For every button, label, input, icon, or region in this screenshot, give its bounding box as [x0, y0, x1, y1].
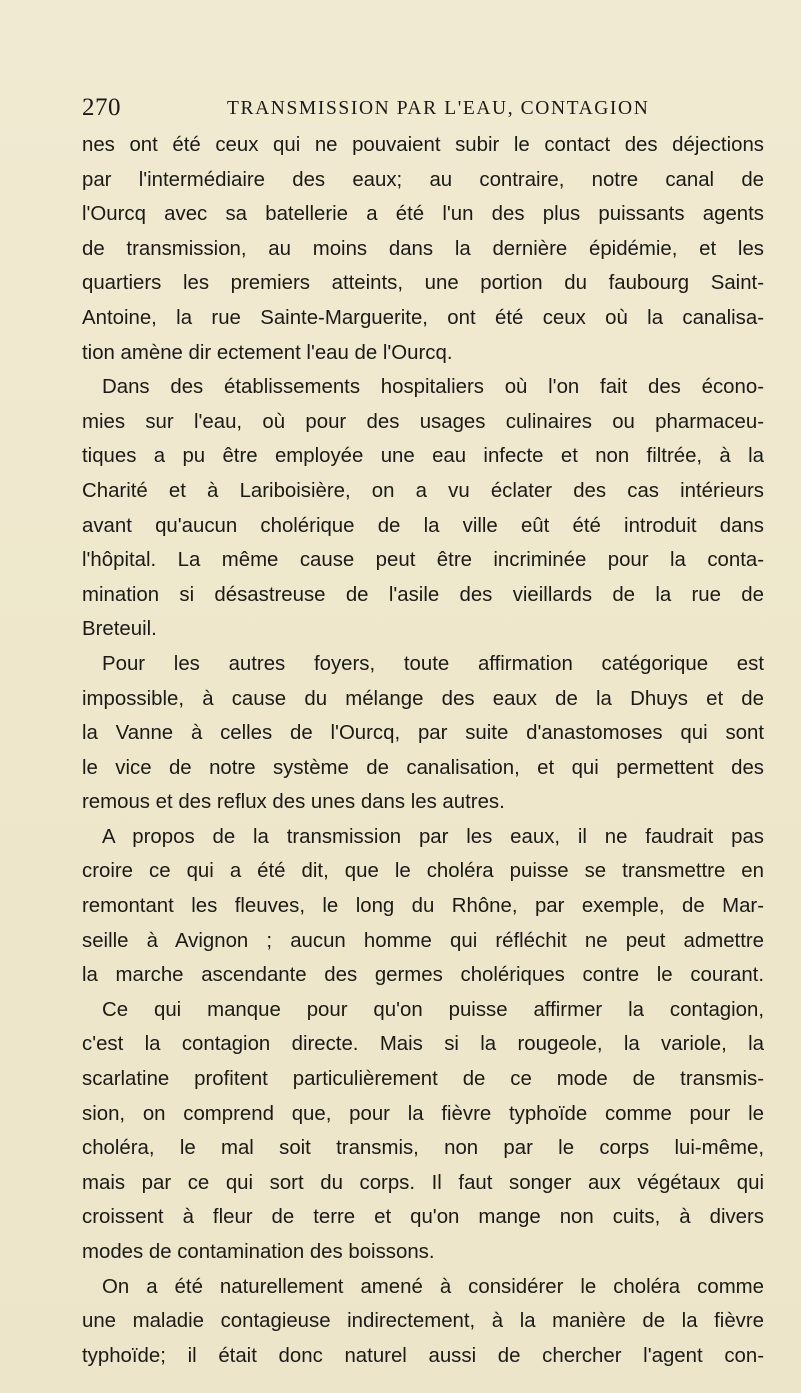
text-line: tion amène dir ectement l'eau de l'Ourcq. [82, 341, 453, 364]
body-text [82, 128, 764, 1373]
text-line: impossible, à cause du mélange des eaux de la Dhuys et de [82, 687, 764, 710]
paragraph-start: Dans des établissements hospitaliers où l'on fait des écono- [102, 376, 764, 399]
paragraph-start: On a été naturellement amené à considérer le choléra comme [102, 1275, 764, 1298]
page-header [82, 94, 762, 124]
text-line: avant qu'aucun cholérique de la ville eût été introduit dans [82, 514, 764, 537]
text-line: croire ce qui a été dit, que le choléra puisse se transmettre en [82, 860, 764, 883]
text-line: mais par ce qui sort du corps. Il faut songer aux végétaux qui [82, 1171, 764, 1194]
running-title: TRANSMISSION PAR L'EAU, CONTAGION [227, 98, 650, 119]
text-line: quartiers les premiers atteints, une portion du faubourg Saint- [82, 272, 764, 295]
text-line: typhoïde; il était donc naturel aussi de chercher l'agent con- [82, 1344, 764, 1367]
paragraph-start: Pour les autres foyers, toute affirmation catégorique est [102, 652, 764, 675]
text-line: croissent à fleur de terre et qu'on mange non cuits, à divers [82, 1206, 764, 1229]
text-line: Charité et à Lariboisière, on a vu éclater des cas intérieurs [82, 479, 764, 502]
text-line: tiques a pu être employée une eau infecte et non filtrée, à la [82, 445, 764, 468]
paragraph-start: A propos de la transmission par les eaux, il ne faudrait pas [102, 825, 764, 848]
text-line: remontant les fleuves, le long du Rhône, par exemple, de Mar- [82, 895, 764, 918]
text-line: scarlatine profitent particulièrement de ce mode de transmis- [82, 1068, 764, 1091]
text-line: le vice de notre système de canalisation, et qui permettent des [82, 756, 764, 779]
text-line: nes ont été ceux qui ne pouvaient subir le contact des déjections [82, 134, 764, 156]
text-line: modes de contamination des boissons. [82, 1241, 435, 1263]
text-line: Antoine, la rue Sainte-Marguerite, ont été ceux où la canalisa- [82, 306, 764, 329]
text-line: la Vanne à celles de l'Ourcq, par suite d'anastomoses qui sont [82, 722, 764, 745]
text-line: seille à Avignon ; aucun homme qui réfléchit ne peut admettre [82, 929, 764, 952]
page-number: 270 [82, 94, 121, 121]
paragraph-start: Ce qui manque pour qu'on puisse affirmer la contagion, [102, 998, 764, 1021]
text-line: de transmission, au moins dans la dernière épidémie, et les [82, 237, 764, 260]
text-line: mination si désastreuse de l'asile des vieillards de la rue de [82, 583, 764, 606]
text-line: choléra, le mal soit transmis, non par le corps lui-même, [82, 1137, 764, 1160]
text-line: l'Ourcq avec sa batellerie a été l'un des plus puissants agents [82, 203, 764, 226]
text-line: l'hôpital. La même cause peut être incriminée pour la conta- [82, 549, 764, 572]
text-line: mies sur l'eau, où pour des usages culinaires ou pharmaceu- [82, 410, 764, 433]
text-line: sion, on comprend que, pour la fièvre typhoïde comme pour le [82, 1102, 764, 1125]
text-line: Breteuil. [82, 618, 157, 641]
text-line: remous et des reflux des unes dans les autres. [82, 791, 505, 814]
text-line: par l'intermédiaire des eaux; au contraire, notre canal de [82, 168, 764, 191]
text-line: la marche ascendante des germes cholériques contre le courant. [82, 964, 764, 987]
text-line: c'est la contagion directe. Mais si la rougeole, la variole, la [82, 1033, 764, 1056]
text-line: une maladie contagieuse indirectement, à la manière de la fièvre [82, 1310, 764, 1333]
